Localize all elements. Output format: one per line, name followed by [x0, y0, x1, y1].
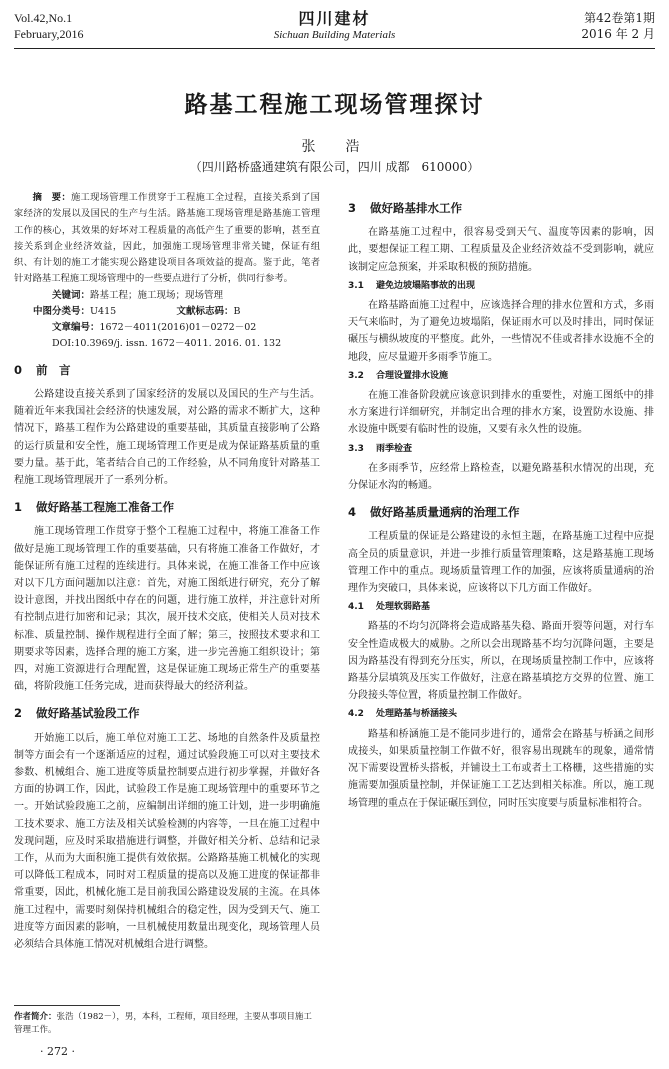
section-title: 做好路基工程施工准备工作: [36, 500, 174, 515]
subsection-heading: [348, 441, 654, 458]
abstract: [14, 190, 320, 288]
journal-logo: 四川建材: [298, 9, 371, 28]
section-heading: [348, 200, 654, 217]
paragraph: 在施工准备阶段就应该意识到排水的重要性，对施工图纸中的排水方案进行详细研究，并制定出合理的排水方案，设置防水设施、排水设施中既要有临时性的设施，又要有永久性的设施。: [348, 390, 654, 436]
paragraph: 开始施工以后，施工单位对施工工艺、场地的自然条件及质量控制等方面会有一个逐渐适应的过程，通过试验段施工可以对主要技术参数、机械组合、施工进度等质量控制要点进行初步掌握，并做好各方面的协调工作，因此，试验段工作是施工现场管理中的重要环节之一。开始试验段施工之前，应编制出详细的施工计划，进一步明确施工技术要求、施工方法及相关试验检测的内容等，一旦在施工过程中发现问题，应及时采取措施进行调整，并做好相关分析、总结和记录工作，从而为大面积施工提供有效依据。公路路基施工机械化的实现可以降低工程成本，同时对工程质量的提高以及施工进度的保证都非常重要，因此，机械化施工是目前我国公路建设发展的主流。在具体施工过程中，需要时刻保持机械组合的稳定性，因为受到天气、施工进度等方面因素的影响，一旦机械使用数量出现变化，现场管理人员必须结合具体施工情况对机械组合进行调整。: [14, 732, 320, 951]
subsection-title: 处理路基与桥涵接头: [376, 709, 458, 720]
paragraph: 路基和桥涵施工是不能同步进行的，通常会在路基与桥涵之间形成接头，如果质量控制工作做不好，很容易出现跳车的现象，通常情况下需要设置桥头搭板，并铺设土工布或者土工格栅，这些措施的实施需要加强质量控制，并保证施工工艺达到相关标准。所以，施工现场管理的重点在于保证碾压到位，同时压实度要与质量标准相符合。: [348, 728, 654, 809]
section-title: 做好路基试验段工作: [36, 706, 140, 721]
volume-issue-cn: 第42卷第1期: [584, 11, 655, 25]
subsection-title: 合理设置排水设施: [376, 370, 449, 381]
journal-name-en: Sichuan Building Materials: [273, 29, 396, 41]
paragraph: 在路基路面施工过程中，应该选择合理的排水位置和方式，多雨天气来临时，为了避免边坡塌陷，保证雨水可以及时排出，同时保证碾压与横纵坡度的平整度。此外，一些情况不佳或者排水设施不全的地段，应尽量避开多雨季节施工。: [348, 300, 654, 363]
footnote-divider: [14, 1005, 120, 1006]
volume-issue-en: Vol.42,No.1: [14, 11, 73, 25]
doc-code-value: B: [233, 305, 241, 317]
section-title: 做好路基质量通病的治理工作: [370, 505, 520, 520]
subsection-title: 处理软弱路基: [376, 602, 431, 613]
article-no-value: 1672－4011(2016)01－0272－02: [99, 321, 257, 333]
section-heading: [14, 705, 320, 722]
section-heading: [14, 499, 320, 516]
right-column: [348, 190, 654, 812]
abstract-text: 施工现场管理工作贯穿于工程施工全过程，直接关系到了国家经济的发展以及国民的生产与生活。路基施工现场管理是路基施工管理工作的核心，其效果的好坏对工程质量的高低产生了重要的影响，甚至直接关系到企业经济效益，因此，加强施工现场管理非常关键，保证有组织、有计划的施工才能实现公路建设项目各项效益的提高。鉴于此，笔者针对路基工程施工现场管理中的一些要点进行了分析，供同行参考。: [14, 192, 320, 285]
section-heading: [14, 362, 320, 379]
subsection-number: 3.1: [348, 280, 364, 291]
issue-date-en: February,2016: [14, 27, 84, 41]
page-number: · 272 ·: [40, 1045, 75, 1058]
section-heading: [348, 504, 654, 521]
article-no-label: 文章编号：: [52, 321, 100, 333]
doi: DOI:10.3969/j. issn. 1672－4011. 2016. 01. 132: [52, 337, 282, 349]
author-affiliation: （四川路桥盛通建筑有限公司，四川 成都 610000）: [189, 160, 480, 174]
left-column: [14, 190, 320, 953]
doc-code-label: 文献标志码：: [176, 305, 234, 317]
footnote-label: 作者简介：: [14, 1012, 57, 1022]
document-code: [177, 304, 321, 320]
abstract-label: 摘 要：: [32, 192, 71, 203]
subsection-number: 4.1: [348, 602, 364, 613]
subsection-number: 3.3: [348, 443, 364, 454]
paragraph: 工程质量的保证是公路建设的永恒主题，在路基施工过程中应提高全员的质量意识，并进一步推行质量管理策略，这是路基施工现场管理工作中的重点。现场质量管理工作的加强，应该将质量通病的治理作为突破口，具体来说，应该将以下几方面工作做好。: [348, 531, 654, 595]
author-footnote: [14, 1011, 320, 1037]
subsection-title: 雨季检查: [376, 443, 413, 454]
subsection-heading: [348, 278, 654, 295]
section-number: 3: [348, 201, 357, 215]
subsection-heading: [348, 706, 654, 723]
clc-number: [33, 304, 177, 320]
keywords-text: 路基工程；施工现场；现场管理: [90, 289, 224, 301]
paper-author: 张 浩: [301, 139, 368, 155]
paragraph: 在多雨季节，应经常上路检查，以避免路基积水情况的出现，充分保证水沟的畅通。: [348, 462, 654, 492]
header-left: [14, 10, 84, 42]
keywords: [14, 288, 320, 304]
paragraph: 路基的不均匀沉降将会造成路基失稳、路面开裂等问题，对行车安全性造成极大的威胁。之所以会出现路基不均匀沉降问题，主要是因为路基没有得到充分压实，所以，在现场质量控制工作中，应该将路基分层填筑及压实工作做好，注意在路基填挖方交界的位置、施工分段接头等位置，将质量控制工作做好。: [348, 621, 654, 702]
footnote-text: 张浩（1982－），男，本科，工程师，项目经理，主要从事项目施工管理工作。: [14, 1012, 312, 1035]
subsection-heading: [348, 599, 654, 616]
header-right: [581, 10, 655, 42]
clc-label: 中图分类号：: [33, 305, 91, 317]
article-number: [14, 320, 320, 336]
section-number: 0: [14, 362, 23, 377]
subsection-heading: [348, 368, 654, 385]
classification-row: [14, 304, 320, 320]
issue-date-cn: 2016 年 2 月: [581, 27, 655, 41]
section-number: 2: [14, 706, 23, 721]
section-title: 做好路基排水工作: [370, 201, 462, 215]
clc-value: U415: [90, 305, 117, 317]
page-header: [14, 10, 655, 49]
subsection-title: 避免边坡塌陷事故的出现: [376, 280, 476, 291]
paragraph: 施工现场管理工作贯穿于整个工程施工过程中，将施工准备工作做好是施工现场管理工作的重要基础，只有将施工准备工作做好，才能保证所有施工过程的连续进行。具体来说，在施工准备工作中应该对以下几方面问题加以注意：首先，对施工图纸进行研究，充分了解设计意图，并找出图纸中存在的问题，进行施工放样，并注意针对所有控制点进行加密和记录；其次，展开技术交底，使相关人员对技术标准、质量控制、操作规程进行全面了解；第三，按照技术要求和工期要求等因素，选择合理的施工方案，进一步完善施工组织设计；第四，对施工资源进行合理配置，这是保证施工现场正常生产的重要基础，将阶段施工任务完成，进而获得最大的经济利益。: [14, 526, 320, 693]
subsection-number: 4.2: [348, 709, 364, 720]
paper-title: 路基工程施工现场管理探讨: [184, 92, 485, 118]
paragraph: 在路基施工过程中，很容易受到天气、温度等因素的影响，因此，要想保证工程工期、工程质量及企业经济效益不受到影响，就应该制定应急预案，并采取积极的预防措施。: [348, 227, 654, 273]
section-title: 前 言: [36, 362, 71, 377]
section-number: 4: [348, 505, 357, 520]
subsection-number: 3.2: [348, 370, 364, 381]
journal-masthead: [274, 10, 396, 42]
section-number: 1: [14, 500, 23, 515]
keywords-label: 关键词：: [52, 289, 91, 301]
paragraph: 公路建设直接关系到了国家经济的发展以及国民的生产与生活。随着近年来我国社会经济的快速发展，对公路的需求不断扩大，这种情况下，路基工程作为公路建设的重要基础，其质量直接影响了公路的运行质量和安全性，施工现场管理工作更是成为保证路基质量的重要力量。基于此，笔者结合自己的工作经验，从不同角度针对路基工程施工现场管理展开了一系列分析。: [14, 388, 320, 486]
